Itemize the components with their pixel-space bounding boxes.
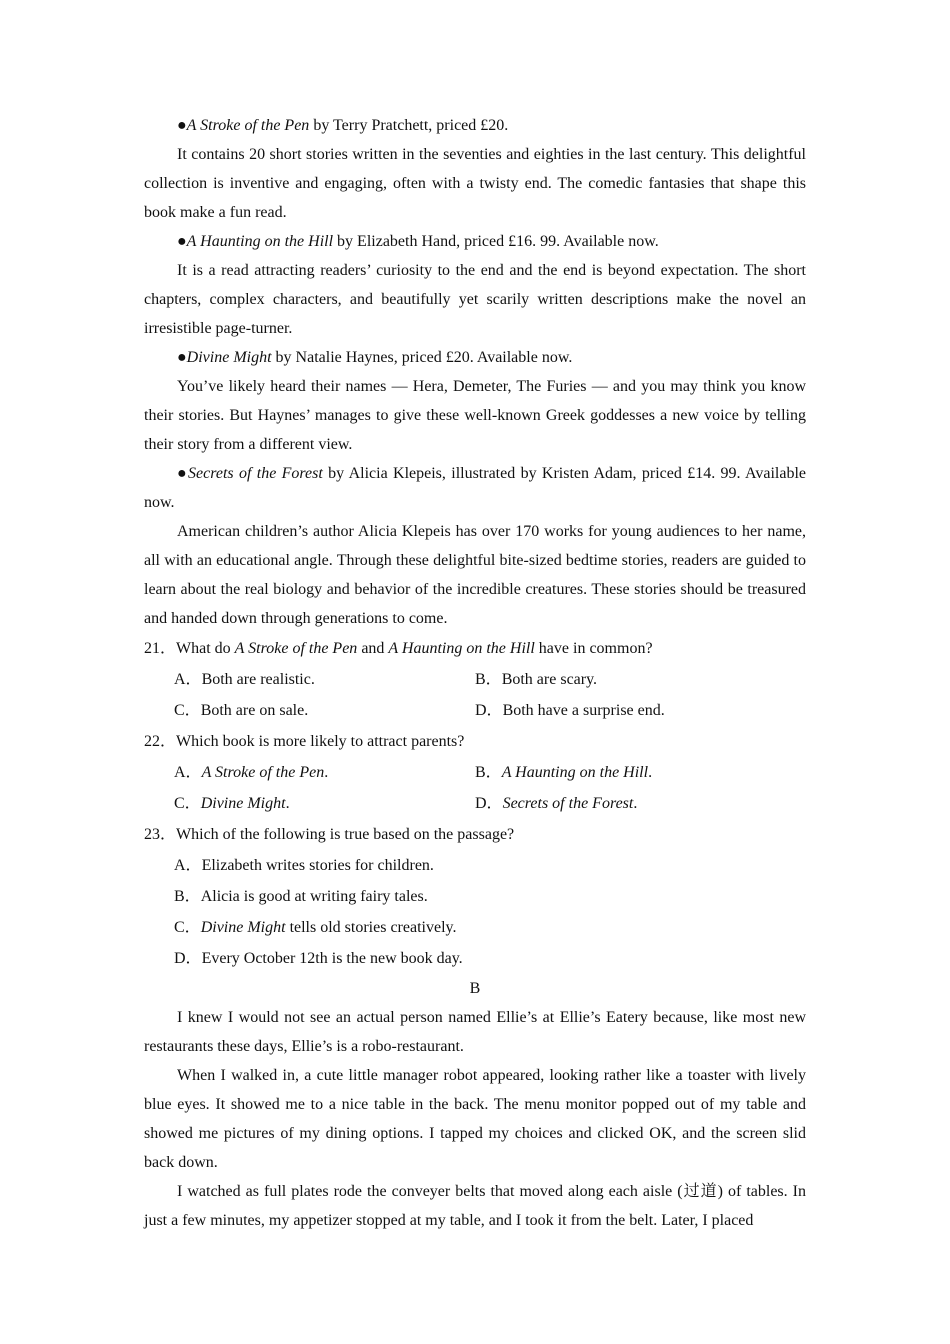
bullet: ● xyxy=(177,233,187,250)
option-period: . xyxy=(285,795,290,812)
option-title: Divine Might xyxy=(200,919,286,936)
book-title: A Haunting on the Hill xyxy=(186,233,334,250)
book-description: It contains 20 short stories written in the seventies and eighties in the last century. This delightful collection is inventive and engaging, often with a twisty end. The comedic fantasies that shape this book make a fun read. xyxy=(144,146,806,221)
option-text: Every October 12th is the new book day. xyxy=(201,950,463,967)
option-c[interactable] xyxy=(174,695,475,726)
option-label: D． xyxy=(475,795,503,812)
option-b[interactable] xyxy=(475,757,806,788)
book-entry xyxy=(144,227,806,256)
options-21 xyxy=(144,664,806,726)
question-text: What do xyxy=(176,640,235,657)
option-text: Both are scary. xyxy=(501,671,598,688)
bullet: ● xyxy=(177,465,189,482)
option-a[interactable] xyxy=(174,757,475,788)
section-heading: B xyxy=(469,980,481,997)
option-text: Alicia is good at writing fairy tales. xyxy=(200,888,428,905)
book-title: Secrets of the Forest xyxy=(188,465,323,482)
option-d[interactable] xyxy=(475,788,806,819)
document-page xyxy=(144,111,806,1235)
passage-paragraph: I watched as full plates rode the conveyer belts that moved along each aisle (过道) of tables. In just a few minutes, my appetizer stopped at my table, and I took it from the belt. Later, I placed xyxy=(144,1183,806,1229)
option-text: A Stroke of the Pen xyxy=(201,764,325,781)
options-22 xyxy=(144,757,806,819)
passage-paragraph: I knew I would not see an actual person named Ellie’s at Ellie’s Eatery because, like most new restaurants these days, Ellie’s is a robo-restaurant. xyxy=(144,1009,806,1055)
option-label: D． xyxy=(475,702,503,719)
option-b[interactable] xyxy=(174,881,806,912)
option-c[interactable] xyxy=(174,788,475,819)
option-label: C． xyxy=(174,702,201,719)
option-label: C． xyxy=(174,795,201,812)
book-entry xyxy=(144,459,806,517)
option-label: A． xyxy=(174,857,202,874)
book-info: by Elizabeth Hand, priced £16. 99. Available now. xyxy=(333,233,659,250)
option-label: A． xyxy=(174,671,202,688)
option-text: tells old stories creatively. xyxy=(285,919,457,936)
option-label: C． xyxy=(174,919,201,936)
question-number: 23． xyxy=(144,826,177,843)
book-description: It is a read attracting readers’ curiosity to the end and the end is beyond expectation. The short chapters, complex characters, and beautifully yet scarily written descriptions make the novel an irresistible page-turner. xyxy=(144,262,806,337)
book-title: A Stroke of the Pen xyxy=(186,117,310,134)
option-c[interactable] xyxy=(174,912,806,943)
option-period: . xyxy=(324,764,329,781)
question-23 xyxy=(144,819,806,850)
book-info: by Natalie Haynes, priced £20. Available now. xyxy=(271,349,573,366)
option-text: Both are realistic. xyxy=(201,671,315,688)
option-a[interactable] xyxy=(174,850,806,881)
option-text: Both have a surprise end. xyxy=(502,702,665,719)
option-text: Divine Might xyxy=(200,795,286,812)
book-entry xyxy=(144,111,806,140)
option-label: B． xyxy=(475,764,502,781)
question-22 xyxy=(144,726,806,757)
question-text: and xyxy=(357,640,389,657)
bullet: ● xyxy=(177,117,187,134)
book-description: You’ve likely heard their names — Hera, Demeter, The Furies — and you may think you know their stories. But Haynes’ manages to give these well-known Greek goddesses a new voice by telling their story from a different view. xyxy=(144,378,806,453)
option-text: Both are on sale. xyxy=(200,702,309,719)
question-21 xyxy=(144,633,806,664)
option-a[interactable] xyxy=(174,664,475,695)
passage-paragraph: When I walked in, a cute little manager robot appeared, looking rather like a toaster with lively blue eyes. It showed me to a nice table in the back. The menu monitor popped out of my table and showed me pictures of my dining options. I tapped my choices and clicked OK, and the screen slid back down. xyxy=(144,1067,806,1171)
book-entry xyxy=(144,343,806,372)
question-number: 22． xyxy=(144,733,177,750)
question-number: 21． xyxy=(144,640,177,657)
option-label: A． xyxy=(174,764,202,781)
option-text: Elizabeth writes stories for children. xyxy=(201,857,434,874)
bullet: ● xyxy=(177,349,187,366)
option-label: D． xyxy=(174,950,202,967)
option-text: Secrets of the Forest xyxy=(502,795,634,812)
option-period: . xyxy=(633,795,638,812)
option-b[interactable] xyxy=(475,664,806,695)
question-text: have in common? xyxy=(534,640,653,657)
book-description: American children’s author Alicia Klepeis has over 170 works for young audiences to her name, all with an educational angle. Through these delightful bite-sized bedtime stories, readers are guided to learn about the real biology and behavior of the incredible creatures. These stories should be treasured and handed down through generations to come. xyxy=(144,523,806,627)
title-ref: A Haunting on the Hill xyxy=(388,640,535,657)
question-text: Which of the following is true based on the passage? xyxy=(176,826,515,843)
option-d[interactable] xyxy=(475,695,806,726)
book-info: by Alicia Klepeis, illustrated by Kristen Adam, priced £14. 99. Available now. xyxy=(144,465,807,511)
option-text: A Haunting on the Hill xyxy=(501,764,649,781)
option-label: B． xyxy=(174,888,201,905)
option-period: . xyxy=(648,764,653,781)
option-label: B． xyxy=(475,671,502,688)
options-23 xyxy=(144,850,806,974)
title-ref: A Stroke of the Pen xyxy=(234,640,358,657)
question-text: Which book is more likely to attract parents? xyxy=(176,733,465,750)
book-info: by Terry Pratchett, priced £20. xyxy=(309,117,509,134)
option-d[interactable] xyxy=(174,943,806,974)
book-title: Divine Might xyxy=(186,349,272,366)
